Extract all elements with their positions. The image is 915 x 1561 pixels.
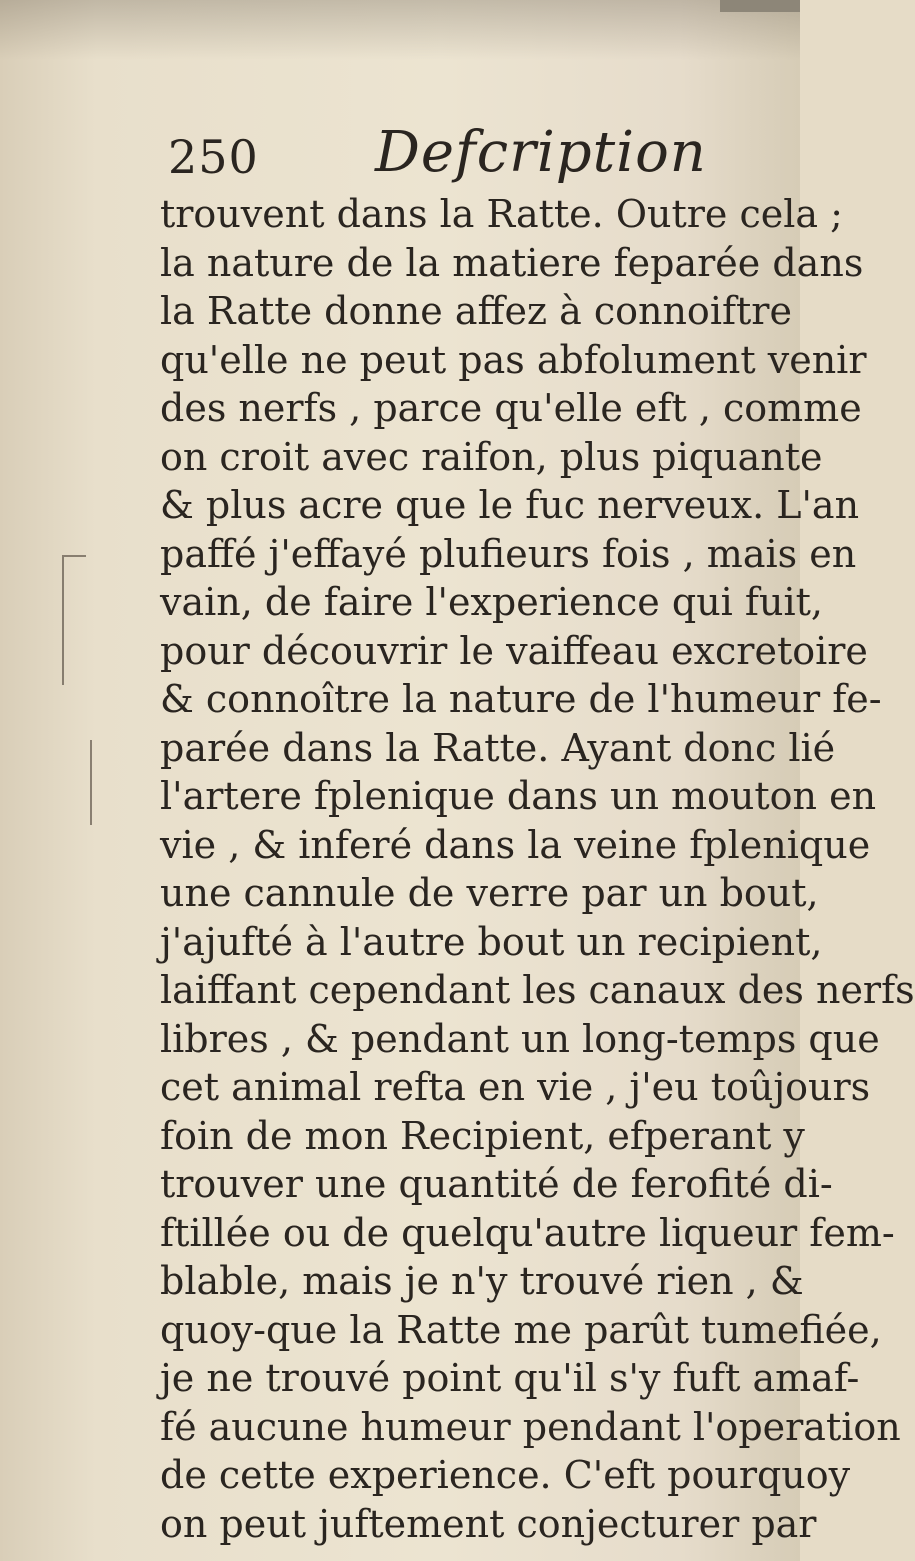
text-line: de cette experience. C'eft pourquoy bbox=[160, 1453, 851, 1497]
body-text bbox=[160, 190, 915, 1548]
running-title: Defcription bbox=[375, 120, 707, 185]
text-line: vie , & inferé dans la veine fplenique bbox=[160, 822, 871, 867]
text-line: paffé j'effayé plufieurs fois , mais en bbox=[160, 531, 857, 576]
text-line: trouvent dans la Ratte. Outre cela ; bbox=[160, 192, 843, 236]
text-line: je ne trouvé point qu'il s'y fuft amaf- bbox=[160, 1356, 860, 1400]
text-line: l'artere fplenique dans un mouton en bbox=[160, 774, 877, 818]
text-line: vain, de faire l'experience qui fuit, bbox=[160, 580, 823, 624]
text-line: pour découvrir le vaiffeau excretoire bbox=[160, 628, 868, 673]
text-line: on croit avec raifon, plus piquante bbox=[160, 434, 823, 479]
text-line: fé aucune humeur pendant l'operation bbox=[160, 1404, 901, 1449]
text-line: parée dans la Ratte. Ayant donc lié bbox=[160, 725, 836, 770]
text-line: la nature de la matiere feparée dans bbox=[160, 240, 864, 285]
text-line: & plus acre que le fuc nerveux. L'an bbox=[160, 483, 860, 527]
margin-bracket-mark bbox=[62, 555, 64, 685]
text-line: foin de mon Recipient, efperant y bbox=[160, 1113, 805, 1158]
text-line: on peut juftement conjecturer par bbox=[160, 1501, 817, 1546]
text-line: j'ajufté à l'autre bout un recipient, bbox=[160, 919, 823, 964]
text-line: blable, mais je n'y trouvé rien , & bbox=[160, 1259, 804, 1303]
text-line: ftillée ou de quelqu'autre liqueur fem- bbox=[160, 1210, 895, 1255]
text-line: une cannule de verre par un bout, bbox=[160, 871, 819, 915]
text-line: & connoître la nature de l'humeur fe- bbox=[160, 677, 882, 721]
text-line: qu'elle ne peut pas abfolument venir bbox=[160, 337, 867, 382]
text-line: la Ratte donne affez à connoiftre bbox=[160, 289, 792, 333]
text-line: libres , & pendant un long-temps que bbox=[160, 1016, 880, 1061]
text-line: trouver une quantité de ferofité di- bbox=[160, 1162, 833, 1206]
page-header bbox=[160, 118, 760, 188]
text-line: cet animal refta en vie , j'eu toûjours bbox=[160, 1065, 871, 1109]
page-number: 250 bbox=[168, 130, 259, 184]
text-line: laiffant cependant les canaux des nerfs bbox=[160, 968, 915, 1012]
text-line: des nerfs , parce qu'elle eft , comme bbox=[160, 386, 862, 430]
page-top-shadow bbox=[0, 0, 800, 60]
text-line: quoy-que la Ratte me parût tumefiée, bbox=[160, 1307, 882, 1352]
margin-bracket-mark bbox=[90, 740, 92, 825]
page-corner-shadow bbox=[720, 0, 800, 12]
margin-bracket-mark bbox=[64, 555, 86, 557]
